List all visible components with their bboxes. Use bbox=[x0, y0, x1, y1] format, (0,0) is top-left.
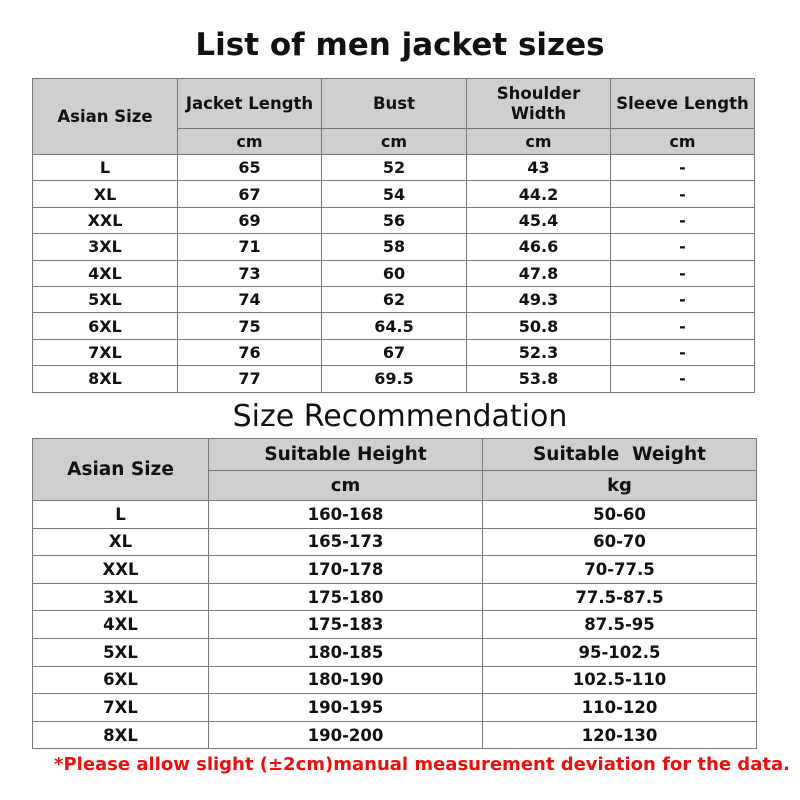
cell-size: 5XL bbox=[33, 286, 178, 312]
cell-sleeve-length: - bbox=[611, 155, 755, 181]
cell-bust: 67 bbox=[322, 339, 467, 365]
header-bust: Bust bbox=[322, 79, 467, 129]
unit-sleeve-length: cm bbox=[611, 129, 755, 155]
cell-jacket-length: 69 bbox=[178, 207, 322, 233]
cell-size: L bbox=[33, 155, 178, 181]
cell-jacket-length: 65 bbox=[178, 155, 322, 181]
header-asian-size: Asian Size bbox=[33, 79, 178, 155]
table-row bbox=[33, 339, 755, 365]
cell-height: 190-195 bbox=[209, 694, 483, 722]
cell-sleeve-length: - bbox=[611, 181, 755, 207]
jacket-size-table bbox=[32, 78, 755, 393]
cell-bust: 69.5 bbox=[322, 366, 467, 392]
cell-weight: 70-77.5 bbox=[483, 556, 757, 584]
cell-bust: 62 bbox=[322, 286, 467, 312]
table-row bbox=[33, 583, 757, 611]
cell-size: 4XL bbox=[33, 611, 209, 639]
cell-sleeve-length: - bbox=[611, 313, 755, 339]
cell-size: XXL bbox=[33, 556, 209, 584]
unit-jacket-length: cm bbox=[178, 129, 322, 155]
cell-height: 165-173 bbox=[209, 528, 483, 556]
header-shoulder-width: Shoulder Width bbox=[467, 79, 611, 129]
cell-height: 175-180 bbox=[209, 583, 483, 611]
header-asian-size: Asian Size bbox=[33, 439, 209, 501]
cell-size: 6XL bbox=[33, 666, 209, 694]
cell-weight: 102.5-110 bbox=[483, 666, 757, 694]
unit-suitable-weight: kg bbox=[483, 471, 757, 501]
measurement-note: *Please allow slight (±2cm)manual measurement deviation for the data. bbox=[54, 754, 790, 775]
cell-size: XL bbox=[33, 528, 209, 556]
cell-size: L bbox=[33, 501, 209, 529]
cell-jacket-length: 76 bbox=[178, 339, 322, 365]
cell-shoulder-width: 49.3 bbox=[467, 286, 611, 312]
cell-weight: 60-70 bbox=[483, 528, 757, 556]
table-row bbox=[33, 234, 755, 260]
table-row bbox=[33, 155, 755, 181]
cell-sleeve-length: - bbox=[611, 339, 755, 365]
cell-shoulder-width: 43 bbox=[467, 155, 611, 181]
unit-suitable-height: cm bbox=[209, 471, 483, 501]
cell-height: 180-190 bbox=[209, 666, 483, 694]
page-title: List of men jacket sizes bbox=[195, 27, 605, 63]
table-row bbox=[33, 666, 757, 694]
table-row bbox=[33, 694, 757, 722]
cell-size: 3XL bbox=[33, 234, 178, 260]
cell-height: 175-183 bbox=[209, 611, 483, 639]
cell-weight: 87.5-95 bbox=[483, 611, 757, 639]
cell-shoulder-width: 44.2 bbox=[467, 181, 611, 207]
table-row bbox=[33, 207, 755, 233]
cell-weight: 110-120 bbox=[483, 694, 757, 722]
cell-shoulder-width: 46.6 bbox=[467, 234, 611, 260]
table-row bbox=[33, 528, 757, 556]
table-row bbox=[33, 181, 755, 207]
cell-size: XL bbox=[33, 181, 178, 207]
cell-height: 190-200 bbox=[209, 721, 483, 749]
cell-weight: 120-130 bbox=[483, 721, 757, 749]
cell-shoulder-width: 53.8 bbox=[467, 366, 611, 392]
cell-jacket-length: 71 bbox=[178, 234, 322, 260]
cell-jacket-length: 67 bbox=[178, 181, 322, 207]
cell-weight: 95-102.5 bbox=[483, 638, 757, 666]
header-sleeve-length: Sleeve Length bbox=[611, 79, 755, 129]
unit-shoulder-width: cm bbox=[467, 129, 611, 155]
cell-size: XXL bbox=[33, 207, 178, 233]
cell-bust: 54 bbox=[322, 181, 467, 207]
cell-size: 4XL bbox=[33, 260, 178, 286]
cell-jacket-length: 73 bbox=[178, 260, 322, 286]
table-row bbox=[33, 366, 755, 392]
header-jacket-length: Jacket Length bbox=[178, 79, 322, 129]
cell-size: 6XL bbox=[33, 313, 178, 339]
table-row bbox=[33, 556, 757, 584]
cell-sleeve-length: - bbox=[611, 260, 755, 286]
cell-shoulder-width: 45.4 bbox=[467, 207, 611, 233]
cell-size: 8XL bbox=[33, 721, 209, 749]
cell-size: 8XL bbox=[33, 366, 178, 392]
table-row bbox=[33, 260, 755, 286]
header-suitable-height: Suitable Height bbox=[209, 439, 483, 471]
cell-bust: 58 bbox=[322, 234, 467, 260]
cell-bust: 56 bbox=[322, 207, 467, 233]
cell-sleeve-length: - bbox=[611, 207, 755, 233]
cell-sleeve-length: - bbox=[611, 286, 755, 312]
cell-bust: 60 bbox=[322, 260, 467, 286]
cell-shoulder-width: 47.8 bbox=[467, 260, 611, 286]
cell-jacket-length: 74 bbox=[178, 286, 322, 312]
cell-size: 5XL bbox=[33, 638, 209, 666]
cell-size: 3XL bbox=[33, 583, 209, 611]
cell-height: 180-185 bbox=[209, 638, 483, 666]
table-row bbox=[33, 313, 755, 339]
cell-jacket-length: 75 bbox=[178, 313, 322, 339]
table-row bbox=[33, 286, 755, 312]
cell-height: 170-178 bbox=[209, 556, 483, 584]
table-row bbox=[33, 611, 757, 639]
recommendation-title: Size Recommendation bbox=[232, 399, 568, 434]
header-suitable-weight: Suitable Weight bbox=[483, 439, 757, 471]
cell-weight: 77.5-87.5 bbox=[483, 583, 757, 611]
cell-bust: 64.5 bbox=[322, 313, 467, 339]
table-row bbox=[33, 721, 757, 749]
cell-size: 7XL bbox=[33, 694, 209, 722]
cell-shoulder-width: 50.8 bbox=[467, 313, 611, 339]
cell-sleeve-length: - bbox=[611, 234, 755, 260]
cell-sleeve-length: - bbox=[611, 366, 755, 392]
table-row bbox=[33, 501, 757, 529]
cell-shoulder-width: 52.3 bbox=[467, 339, 611, 365]
cell-weight: 50-60 bbox=[483, 501, 757, 529]
table-row bbox=[33, 638, 757, 666]
cell-height: 160-168 bbox=[209, 501, 483, 529]
cell-size: 7XL bbox=[33, 339, 178, 365]
unit-bust: cm bbox=[322, 129, 467, 155]
cell-jacket-length: 77 bbox=[178, 366, 322, 392]
cell-bust: 52 bbox=[322, 155, 467, 181]
size-recommendation-table bbox=[32, 438, 757, 749]
